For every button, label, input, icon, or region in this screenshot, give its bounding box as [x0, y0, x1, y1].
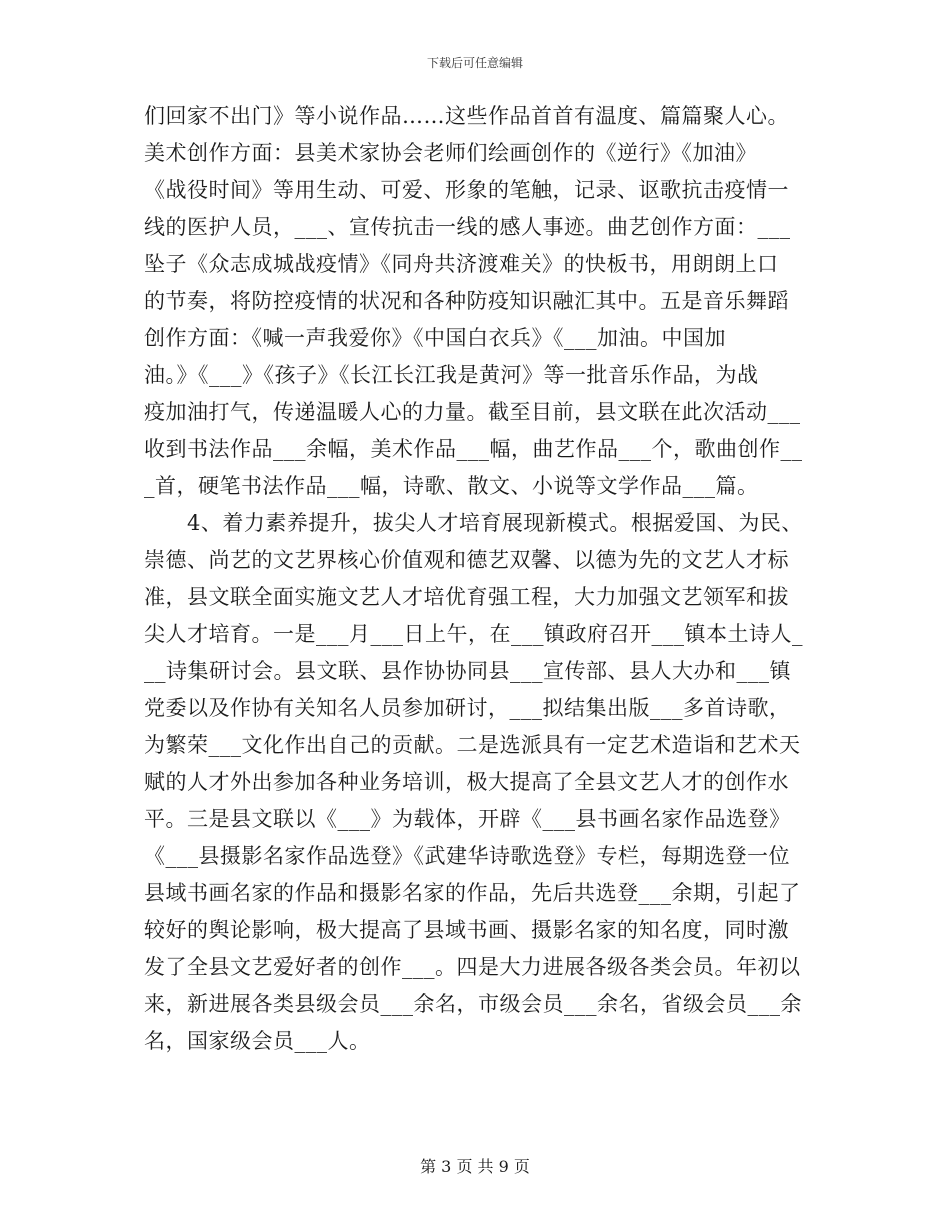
text-line: 疫加油打气，传递温暖人心的力量。截至目前，县文联在此次活动___	[144, 400, 801, 424]
text-line: _首，硬笔书法作品___幅，诗歌、散文、小说等文学作品___篇。	[144, 474, 759, 498]
text-line: 平。三是县文联以《___》为载体，开辟《___县书画名家作品选登》	[144, 807, 791, 831]
text-line: 来，新进展各类县级会员___余名，市级会员___余名，省级会员___余	[144, 992, 802, 1016]
text-line: __诗集研讨会。县文联、县作协协同县___宣传部、县人大办和___镇	[144, 659, 791, 683]
text-line: 们回家不出门》等小说作品……这些作品首首有温度、篇篇聚人心。	[144, 104, 789, 128]
text-line: 县域书画名家的作品和摄影名家的作品，先后共选登___余期，引起了	[144, 881, 801, 905]
text-line: 美术创作方面：县美术家协会老师们绘画创作的《逆行》《加油》	[144, 141, 757, 165]
text-line: 名，国家级会员___人。	[144, 1029, 371, 1053]
text-line: 坠子《众志成城战疫情》《同舟共济渡难关》的快板书，用朗朗上口	[144, 252, 779, 276]
text-line: 收到书法作品___余幅，美术作品___幅，曲艺作品___个，歌曲创作__	[144, 437, 803, 461]
text-line: 崇德、尚艺的文艺界核心价值观和德艺双馨、以德为先的文艺人才标	[144, 548, 789, 572]
text-line: 创作方面：《喊一声我爱你》《中国白衣兵》《___加油。中国加	[144, 326, 726, 350]
document-body	[144, 98, 808, 1060]
text-line: 准，县文联全面实施文艺人才培优育强工程，大力加强文艺领军和拔	[144, 585, 789, 609]
text-line: 较好的舆论影响，极大提高了县域书画、摄影名家的知名度，同时激	[144, 918, 789, 942]
text-line: 党委以及作协有关知名人员参加研讨，___拟结集出版___多首诗歌，	[144, 696, 791, 720]
text-line: 为繁荣___文化作出自己的贡献。二是选派具有一定艺术造诣和艺术天	[144, 733, 801, 757]
text-line: 的节奏，将防控疫情的状况和各种防疫知识融汇其中。五是音乐舞蹈	[144, 289, 789, 313]
text-line: 线的医护人员，___、宣传抗击一线的感人事迹。曲艺创作方面：___	[144, 215, 791, 239]
text-line: 《___县摄影名家作品选登》《武建华诗歌选登》专栏，每期选登一位	[144, 844, 790, 868]
text-line: 油。》《___》《孩子》《长江长江我是黄河》等一批音乐作品，为战	[144, 363, 759, 387]
page-header-note: 下载后可任意编辑	[426, 56, 523, 70]
page-number: 第 3 页 共 9 页	[420, 1157, 530, 1176]
text-line: 4、着力素养提升，拔尖人才培育展现新模式。根据爱国、为民、	[144, 511, 803, 535]
text-line: 《战役时间》等用生动、可爱、形象的笔触，记录、讴歌抗击疫情一	[144, 178, 789, 202]
text-line: 发了全县文艺爱好者的创作___。四是大力进展各级各类会员。年初以	[144, 955, 801, 979]
text-line: 尖人才培育。一是___月___日上午，在___镇政府召开___镇本土诗人_	[144, 622, 803, 646]
text-line: 赋的人才外出参加各种业务培训，极大提高了全县文艺人才的创作水	[144, 770, 789, 794]
